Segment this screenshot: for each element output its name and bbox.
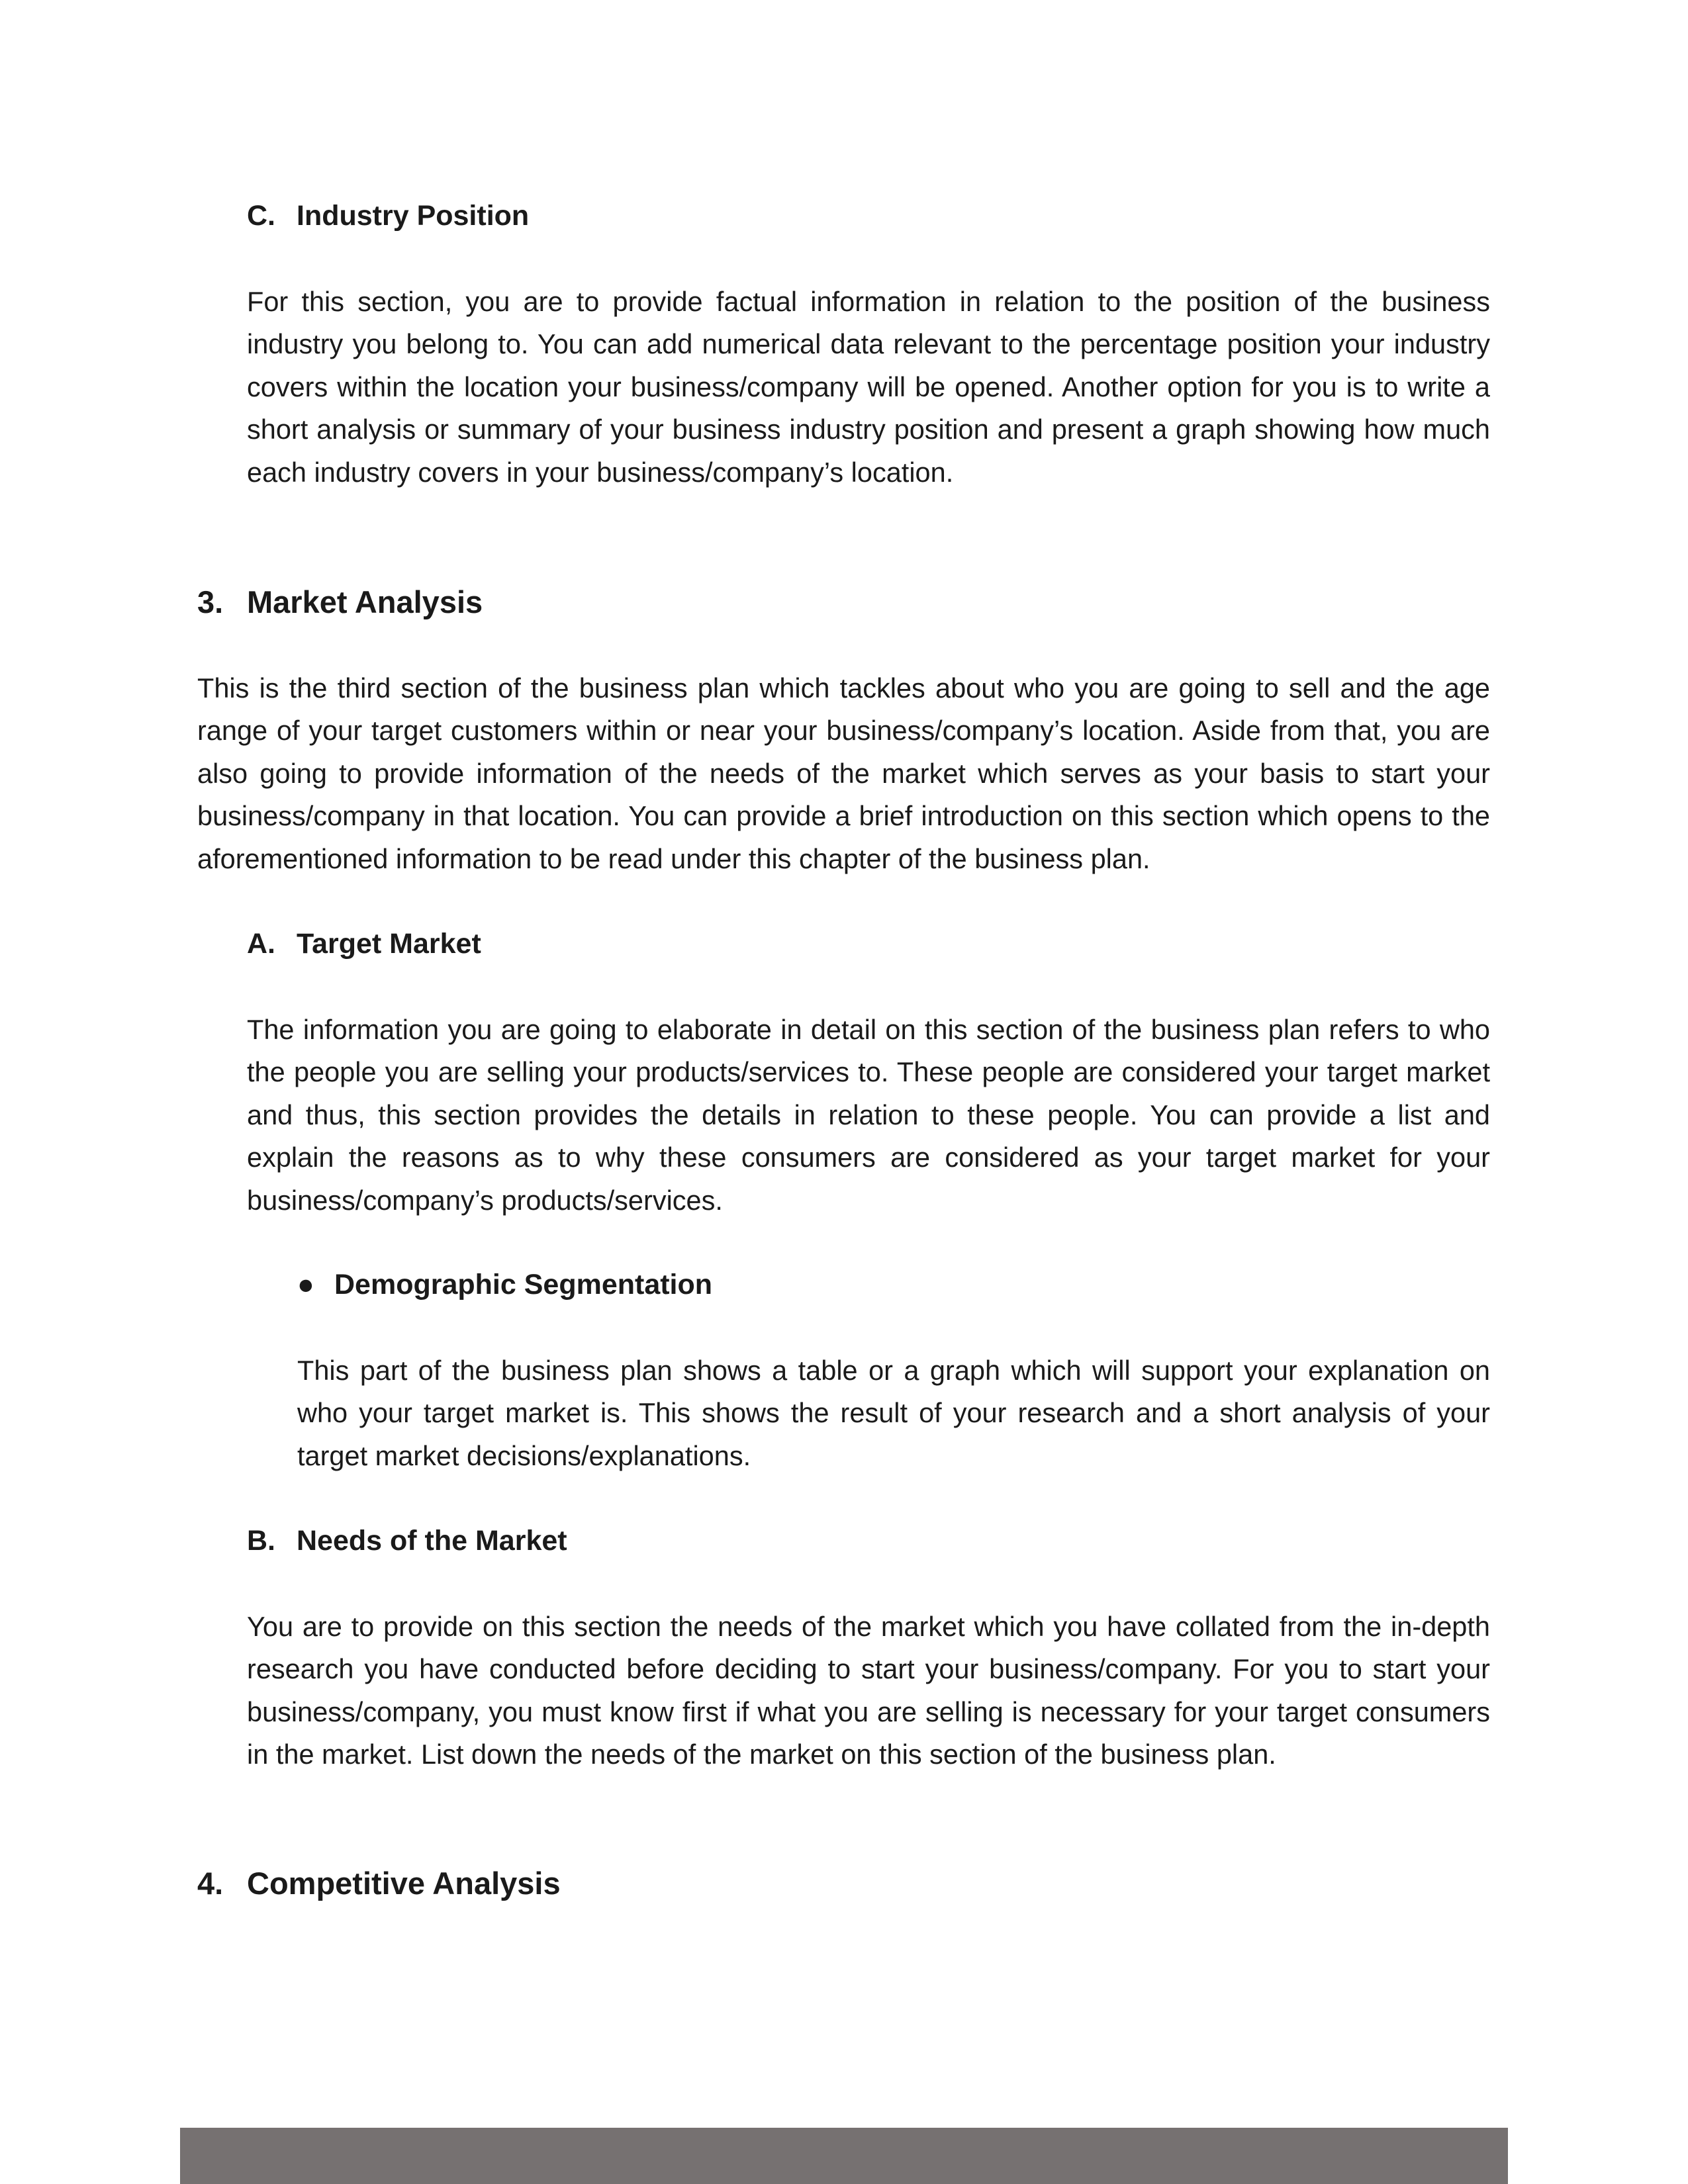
- heading-needs-of-market: [247, 1524, 567, 1558]
- heading-demographic-segmentation: [297, 1267, 712, 1302]
- paragraph-target-market: The information you are going to elaborate in detail on this section of the business plan refers to who the people you are selling your products/services to. These people are considered your target market and thus, this section provides the details in relation to these people. You can provide a list and explain the reasons as to why these consumers are considered as your target market for your business/company’s products/services.: [247, 1014, 1490, 1216]
- heading-competitive-analysis: [197, 1865, 561, 1902]
- heading-title: Demographic Segmentation: [334, 1269, 713, 1300]
- heading-market-analysis: [197, 584, 483, 621]
- bullet-icon: ●: [297, 1269, 314, 1300]
- heading-target-market: [247, 927, 481, 961]
- paragraph-industry-position: For this section, you are to provide factual information in relation to the position of the business industry you belong to. You can add numerical data relevant to the percentage position your industry covers within the location your business/company will be opened. Another option for you is to write a short analysis or summary of your business industry position and present a graph showing how much each industry covers in your business/company’s location.: [247, 286, 1490, 488]
- heading-marker: A.: [247, 928, 275, 960]
- heading-number: 4.: [197, 1866, 224, 1901]
- heading-title: Industry Position: [297, 200, 530, 232]
- paragraph-market-analysis: This is the third section of the business plan which tackles about who you are going to sell and the age range of your target customers within or near your business/company’s location. Aside from that, you are also going to provide information of the needs of the market which serves as your basis to start your business/company in that location. You can provide a brief introduction on this section which opens to the aforementioned information to be read under this chapter of the business plan.: [197, 672, 1490, 874]
- heading-title: Target Market: [297, 928, 481, 960]
- footer-bar: [180, 2128, 1508, 2184]
- paragraph-demographic-segmentation: This part of the business plan shows a table or a graph which will support your explanation on who your target market is. This shows the result of your research and a short analysis of your target market decisions/explanations.: [297, 1355, 1490, 1471]
- heading-title: Market Analysis: [247, 584, 483, 619]
- heading-industry-position: [247, 199, 529, 233]
- heading-marker: C.: [247, 200, 275, 232]
- heading-marker: B.: [247, 1525, 275, 1557]
- heading-title: Competitive Analysis: [247, 1866, 561, 1901]
- heading-number: 3.: [197, 584, 224, 619]
- heading-title: Needs of the Market: [297, 1525, 567, 1557]
- paragraph-needs-of-market: You are to provide on this section the needs of the market which you have collated from the in-depth research you have conducted before deciding to start your business/company. For you to start your business/company, you must know first if what you are selling is necessary for your target consumers in the market. List down the needs of the market on this section of the business plan.: [247, 1611, 1490, 1770]
